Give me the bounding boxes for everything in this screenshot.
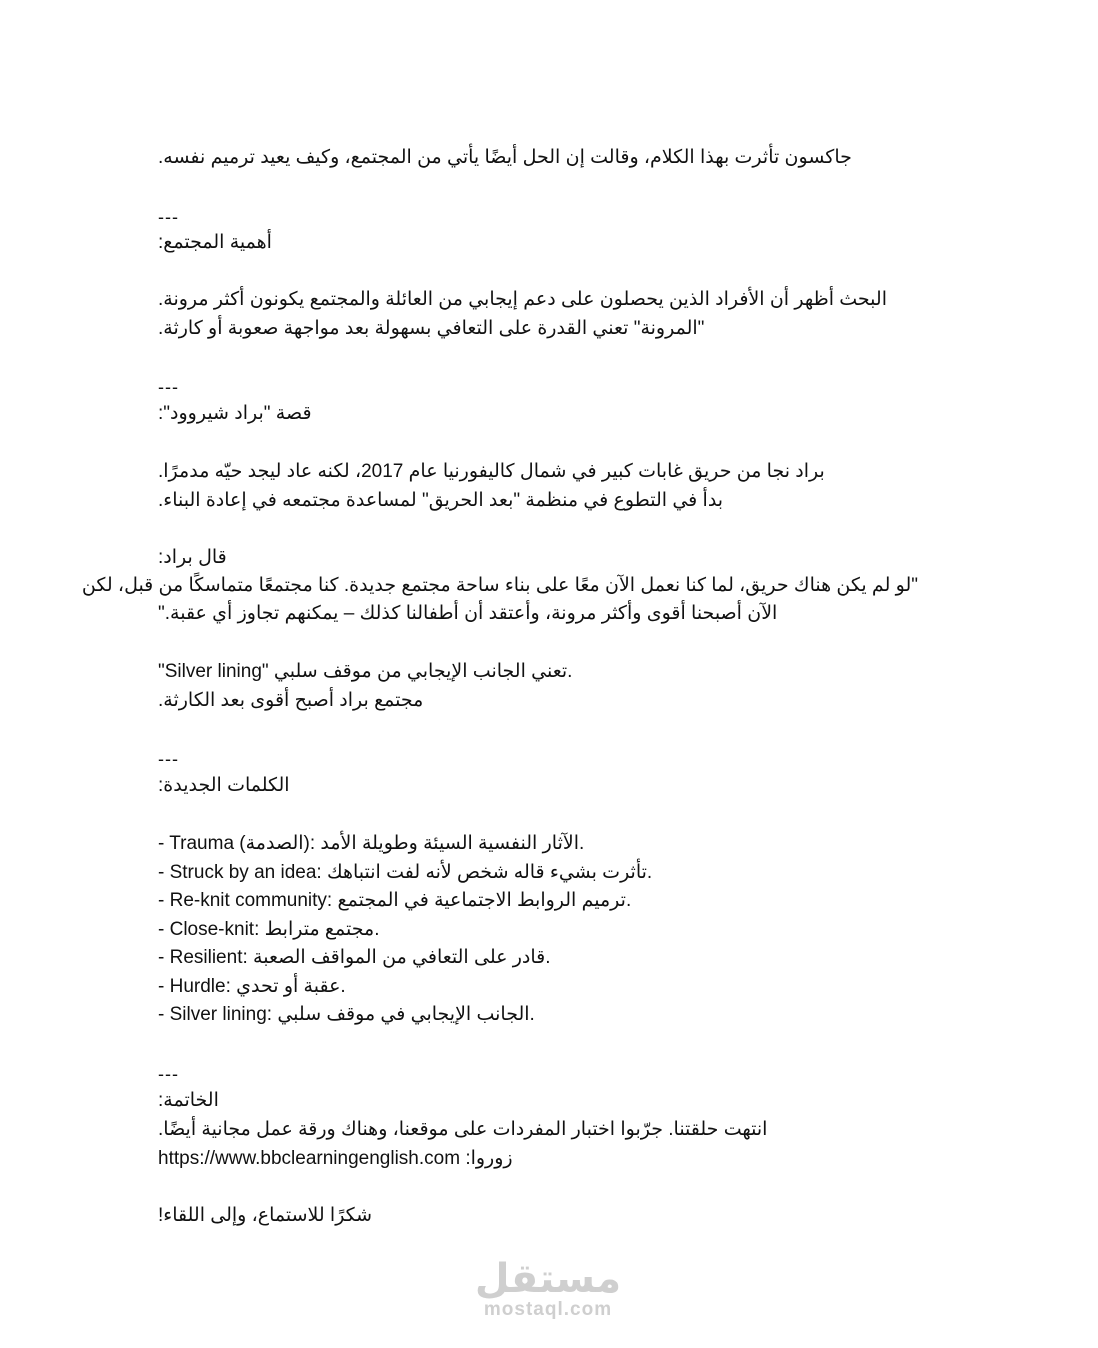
vocab-item: - Struck by an idea: تأثرت بشيء قاله شخص لأنه لفت انتباهك. [158, 862, 653, 883]
separator: --- [158, 749, 179, 769]
vocab-item: - Hurdle: عقبة أو تحدي. [158, 976, 346, 997]
vocab-item: - Close-knit: مجتمع مترابط. [158, 919, 380, 940]
paragraph-research: البحث أظهر أن الأفراد الذين يحصلون على دعم إيجابي من العائلة والمجتمع يكونون أكثر مرونة. [158, 289, 887, 310]
paragraph-resilience-definition: "المرونة" تعني القدرة على التعافي بسهولة بعد مواجهة صعوبة أو كارثة. [158, 318, 705, 339]
vocab-item: - Silver lining: الجانب الإيجابي في موقف سلبي. [158, 1004, 535, 1025]
watermark-logo: مستقل [474, 1256, 622, 1302]
paragraph-thanks: شكرًا للاستماع، وإلى اللقاء! [158, 1205, 373, 1226]
heading-brad-story: قصة "براد شيروود": [158, 403, 312, 424]
heading-conclusion: الخاتمة: [158, 1090, 219, 1111]
heading-brad-said: قال براد: [158, 547, 227, 568]
paragraph-silver-lining: "Silver lining" تعني الجانب الإيجابي من موقف سلبي. [158, 661, 573, 682]
vocab-item: - Re-knit community: ترميم الروابط الاجتماعية في المجتمع. [158, 890, 632, 911]
vocab-item: - Resilient: قادر على التعافي من المواقف الصعبة. [158, 947, 551, 968]
watermark-domain: mostaql.com [483, 1299, 613, 1320]
heading-new-words: الكلمات الجديدة: [158, 775, 290, 796]
vocab-item: - Trauma (الصدمة): الآثار النفسية السيئة وطويلة الأمد. [158, 833, 585, 854]
paragraph-brad-volunteer: بدأ في التطوع في منظمة "بعد الحريق" لمساعدة مجتمعه في إعادة البناء. [158, 490, 724, 511]
paragraph-visit-link: زوروا: https://www.bbclearningenglish.com [158, 1148, 513, 1169]
paragraph-jackson: جاكسون تأثرت بهذا الكلام، وقالت إن الحل أيضًا يأتي من المجتمع، وكيف يعيد ترميم نفسه. [158, 147, 852, 168]
separator: --- [158, 1064, 179, 1084]
quote-brad-line-1: "لو لم يكن هناك حريق، لما كنا نعمل الآن معًا على بناء ساحة مجتمع جديدة. كنا مجتمعًا متماسكًا من قبل، لكن [81, 575, 918, 596]
paragraph-community-stronger: مجتمع براد أصبح أقوى بعد الكارثة. [158, 690, 424, 711]
mostaql-watermark [458, 1258, 638, 1320]
separator: --- [158, 377, 179, 397]
paragraph-episode-end: انتهت حلقتنا. جرّبوا اختبار المفردات على موقعنا، وهناك ورقة عمل مجانية أيضًا. [158, 1119, 768, 1140]
heading-community-importance: أهمية المجتمع: [158, 232, 272, 253]
quote-brad-line-2: الآن أصبحنا أقوى وأكثر مرونة، وأعتقد أن أطفالنا كذلك – يمكنهم تجاوز أي عقبة." [158, 603, 778, 624]
separator: --- [158, 207, 179, 227]
paragraph-brad-fire: براد نجا من حريق غابات كبير في شمال كاليفورنيا عام 2017، لكنه عاد ليجد حيّه مدمرًا. [158, 461, 825, 482]
